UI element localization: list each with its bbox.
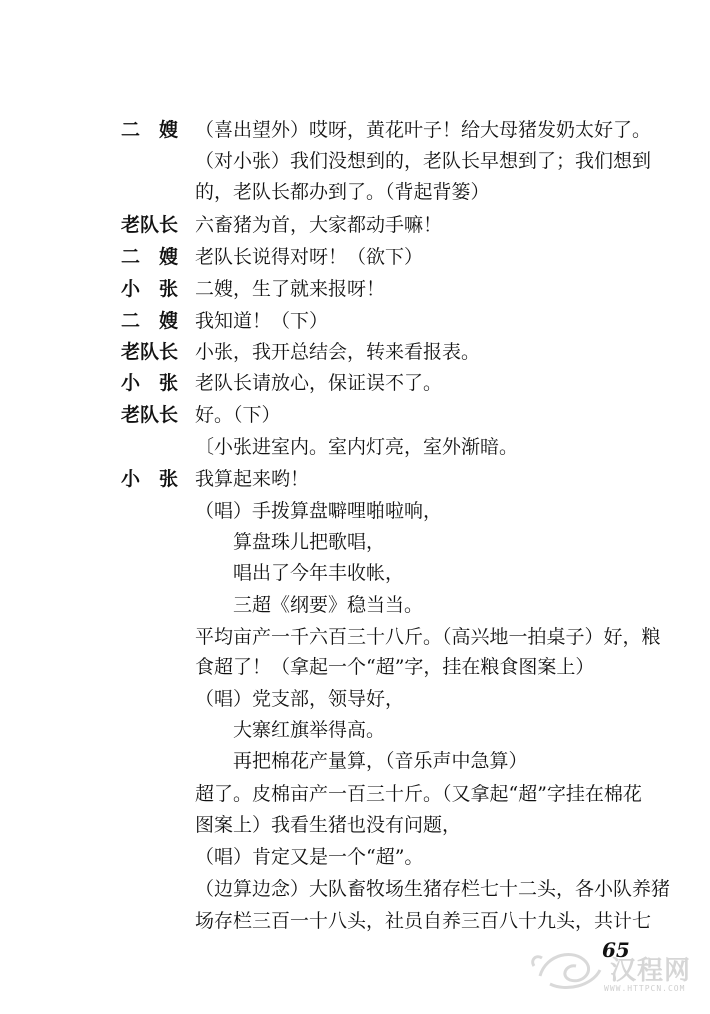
speaker-label: 小 张 [121, 468, 179, 490]
song-line [0, 525, 710, 559]
script-line [0, 175, 710, 209]
line-text: 好。（下） [195, 404, 281, 426]
script-line [0, 620, 710, 654]
line-text: （唱）肯定又是一个“超”。 [195, 846, 424, 868]
line-text: 老队长说得对呀！（欲下） [195, 246, 424, 268]
line-text: 大寨红旗举得高。 [233, 719, 386, 741]
song-line [0, 744, 710, 778]
speaker-label: 小 张 [121, 372, 179, 394]
line-text: 平均亩产一千六百三十八斤。（高兴地一拍桌子）好，粮 [195, 626, 661, 648]
script-line [0, 208, 710, 242]
watermark-text: 汉程网 [610, 956, 692, 986]
script-line [0, 840, 710, 874]
line-text: 的，老队长都办到了。（背起背篓） [195, 181, 490, 203]
line-text: 超了。皮棉亩产一百三十斤。（又拿起“超”字挂在棉花 [195, 783, 642, 805]
stage-direction [0, 430, 710, 464]
speaker-label: 二 嫂 [121, 310, 179, 332]
script-line [0, 366, 710, 400]
script-line [0, 808, 710, 842]
song-line [0, 713, 710, 747]
script-line [0, 113, 710, 147]
song-line [0, 556, 710, 590]
speaker-label: 老队长 [121, 341, 179, 363]
script-line [0, 240, 710, 274]
line-text: 我知道！（下） [195, 310, 329, 332]
line-text: 我算起来哟！ [195, 468, 310, 490]
script-line [0, 462, 710, 496]
script-line [0, 398, 710, 432]
script-line [0, 494, 710, 528]
line-text: （边算边念）大队畜牧场生猪存栏七十二头，各小队养猪 [195, 878, 671, 900]
line-text: 二嫂，生了就来报呀！ [195, 278, 386, 300]
line-text: 老队长请放心，保证误不了。 [195, 372, 443, 394]
speaker-label: 二 嫂 [121, 119, 179, 141]
script-line [0, 682, 710, 716]
line-text: 算盘珠儿把歌唱， [233, 531, 386, 553]
script-line [0, 777, 710, 811]
line-text: 食超了！（拿起一个“超”字，挂在粮食图案上） [195, 656, 595, 678]
line-text: 再把棉花产量算，（音乐声中急算） [233, 750, 528, 772]
line-text: （对小张）我们没想到的，老队长早想到了；我们想到 [195, 150, 652, 172]
speaker-label: 小 张 [121, 278, 179, 300]
line-text: 〔小张进室内。室内灯亮，室外渐暗。 [195, 436, 519, 458]
line-text: 三超《纲要》稳当当。 [233, 594, 424, 616]
line-text: （唱）手拨算盘噼哩啪啦响， [195, 500, 443, 522]
song-line [0, 588, 710, 622]
line-text: （唱）党支部，领导好， [195, 688, 405, 710]
script-line [0, 650, 710, 684]
speaker-label: 老队长 [121, 404, 179, 426]
line-text: 场存栏三百一十八头，社员自养三百八十九头，共计七 [195, 910, 652, 932]
speaker-label: 二 嫂 [121, 246, 179, 268]
script-line [0, 272, 710, 306]
line-text: （喜出望外）哎呀，黄花叶子！给大母猪发奶太好了。 [195, 119, 652, 141]
line-text: 唱出了今年丰收帐， [233, 562, 405, 584]
line-text: 图案上）我看生猪也没有问题， [195, 814, 462, 836]
script-line [0, 144, 710, 178]
page-number: 65 [602, 938, 630, 962]
script-line [0, 904, 710, 938]
script-line [0, 872, 710, 906]
script-line [0, 335, 710, 369]
line-text: 小张，我开总结会，转来看报表。 [195, 341, 481, 363]
line-text: 六畜猪为首，大家都动手嘛！ [195, 214, 443, 236]
script-line [0, 304, 710, 338]
watermark-url: WWW.HTTPCN.COM [604, 984, 686, 993]
speaker-label: 老队长 [121, 214, 179, 236]
